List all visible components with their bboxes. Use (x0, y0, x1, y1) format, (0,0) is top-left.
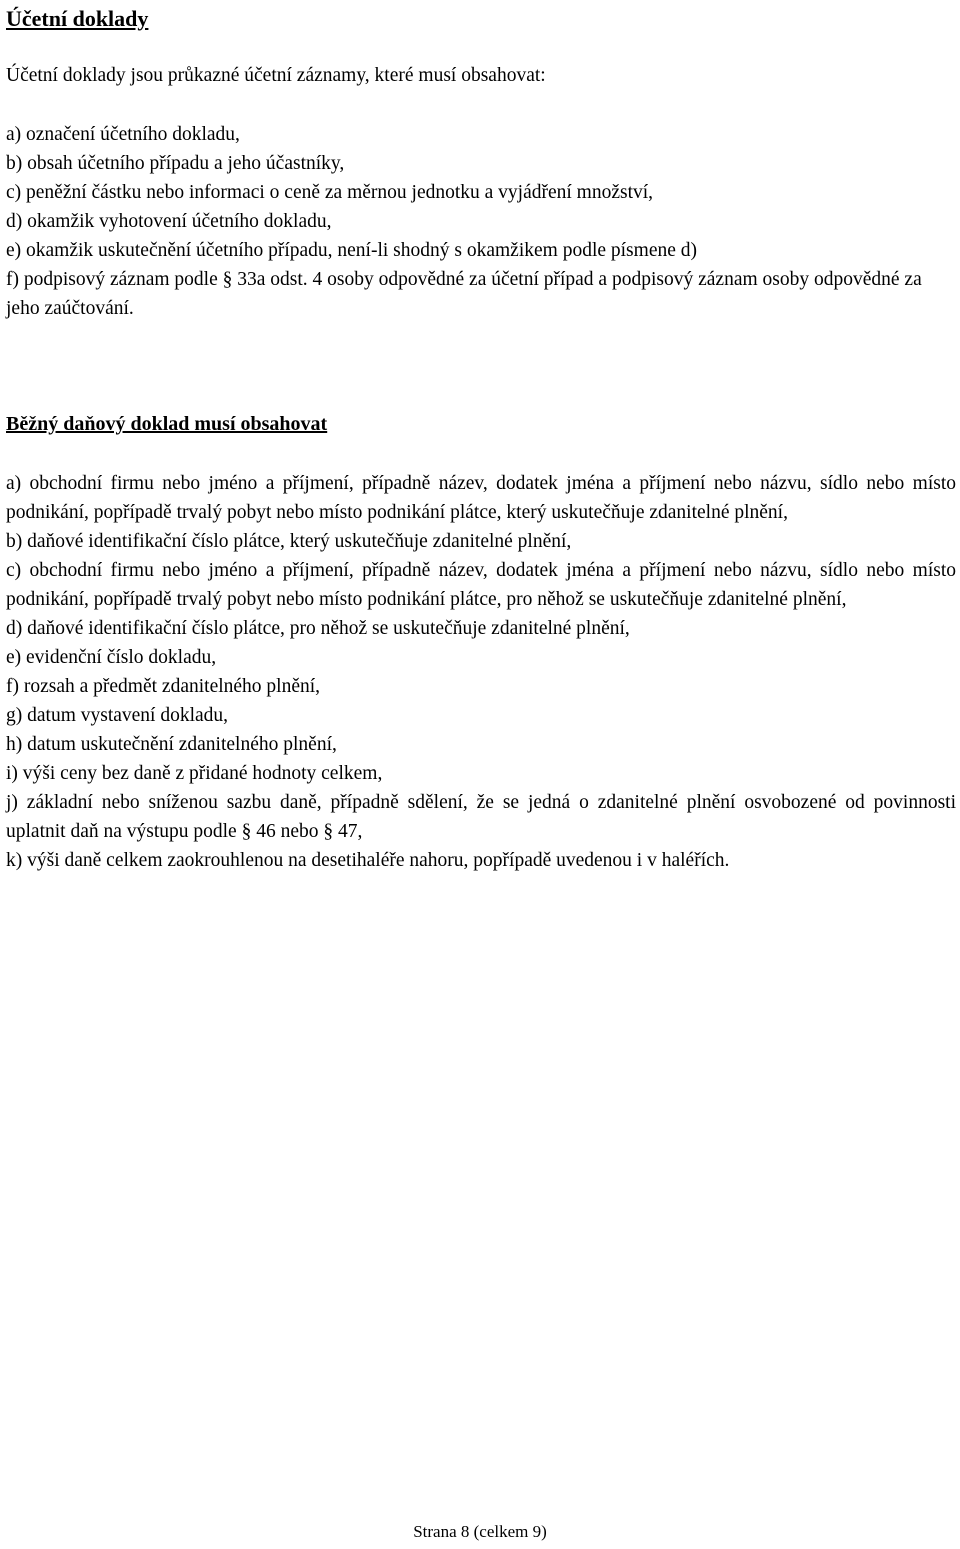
list-item: a) označení účetního dokladu, (6, 124, 240, 145)
list-item: f) rozsah a předmět zdanitelného plnění, (6, 676, 321, 697)
list-item: d) okamžik vyhotovení účetního dokladu, (6, 211, 332, 232)
tax-requirements-list (6, 469, 956, 875)
list-item: i) výši ceny bez daně z přidané hodnoty celkem, (6, 763, 383, 784)
accounting-requirements-list (6, 120, 951, 323)
section-heading-tax-document: Běžný daňový doklad musí obsahovat (6, 413, 328, 435)
list-item: h) datum uskutečnění zdanitelného plnění, (6, 734, 337, 755)
list-item: a) obchodní firmu nebo jméno a příjmení, případně název, dodatek jména a příjmení nebo názvu, sídlo nebo místo podnikání, popřípadě trvalý pobyt nebo místo podnikání plátce, který uskutečňuje zdanitelné plnění, (6, 473, 956, 523)
list-item: c) obchodní firmu nebo jméno a příjmení, případně název, dodatek jména a příjmení nebo názvu, sídlo nebo místo podnikání, popřípadě trvalý pobyt nebo místo podnikání plátce, pro něhož se uskutečňuje zdanitelné plnění, (6, 560, 956, 610)
list-item: d) daňové identifikační číslo plátce, pro něhož se uskutečňuje zdanitelné plnění, (6, 618, 630, 639)
section-heading-accounting-documents: Účetní doklady (6, 6, 149, 31)
list-item: b) daňové identifikační číslo plátce, který uskutečňuje zdanitelné plnění, (6, 531, 572, 552)
list-item: b) obsah účetního případu a jeho účastníky, (6, 153, 345, 174)
list-item: j) základní nebo sníženou sazbu daně, případně sdělení, že se jedná o zdanitelné plnění osvobozené od povinnosti uplatnit daň na výstupu podle § 46 nebo § 47, (6, 792, 956, 842)
intro-paragraph: Účetní doklady jsou průkazné účetní záznamy, které musí obsahovat: (6, 65, 546, 86)
list-item: g) datum vystavení dokladu, (6, 705, 229, 726)
list-item: e) okamžik uskutečnění účetního případu, není-li shodný s okamžikem podle písmene d) (6, 240, 697, 261)
list-item: e) evidenční číslo dokladu, (6, 647, 217, 668)
list-item: k) výši daně celkem zaokrouhlenou na desetihaléře nahoru, popřípadě uvedenou i v haléřích. (6, 850, 730, 871)
list-item: f) podpisový záznam podle § 33a odst. 4 osoby odpovědné za účetní případ a podpisový záznam osoby odpovědné za jeho zaúčtování. (6, 269, 922, 319)
page-footer: Strana 8 (celkem 9) (413, 1522, 547, 1541)
list-item: c) peněžní částku nebo informaci o ceně za měrnou jednotku a vyjádření množství, (6, 182, 654, 203)
